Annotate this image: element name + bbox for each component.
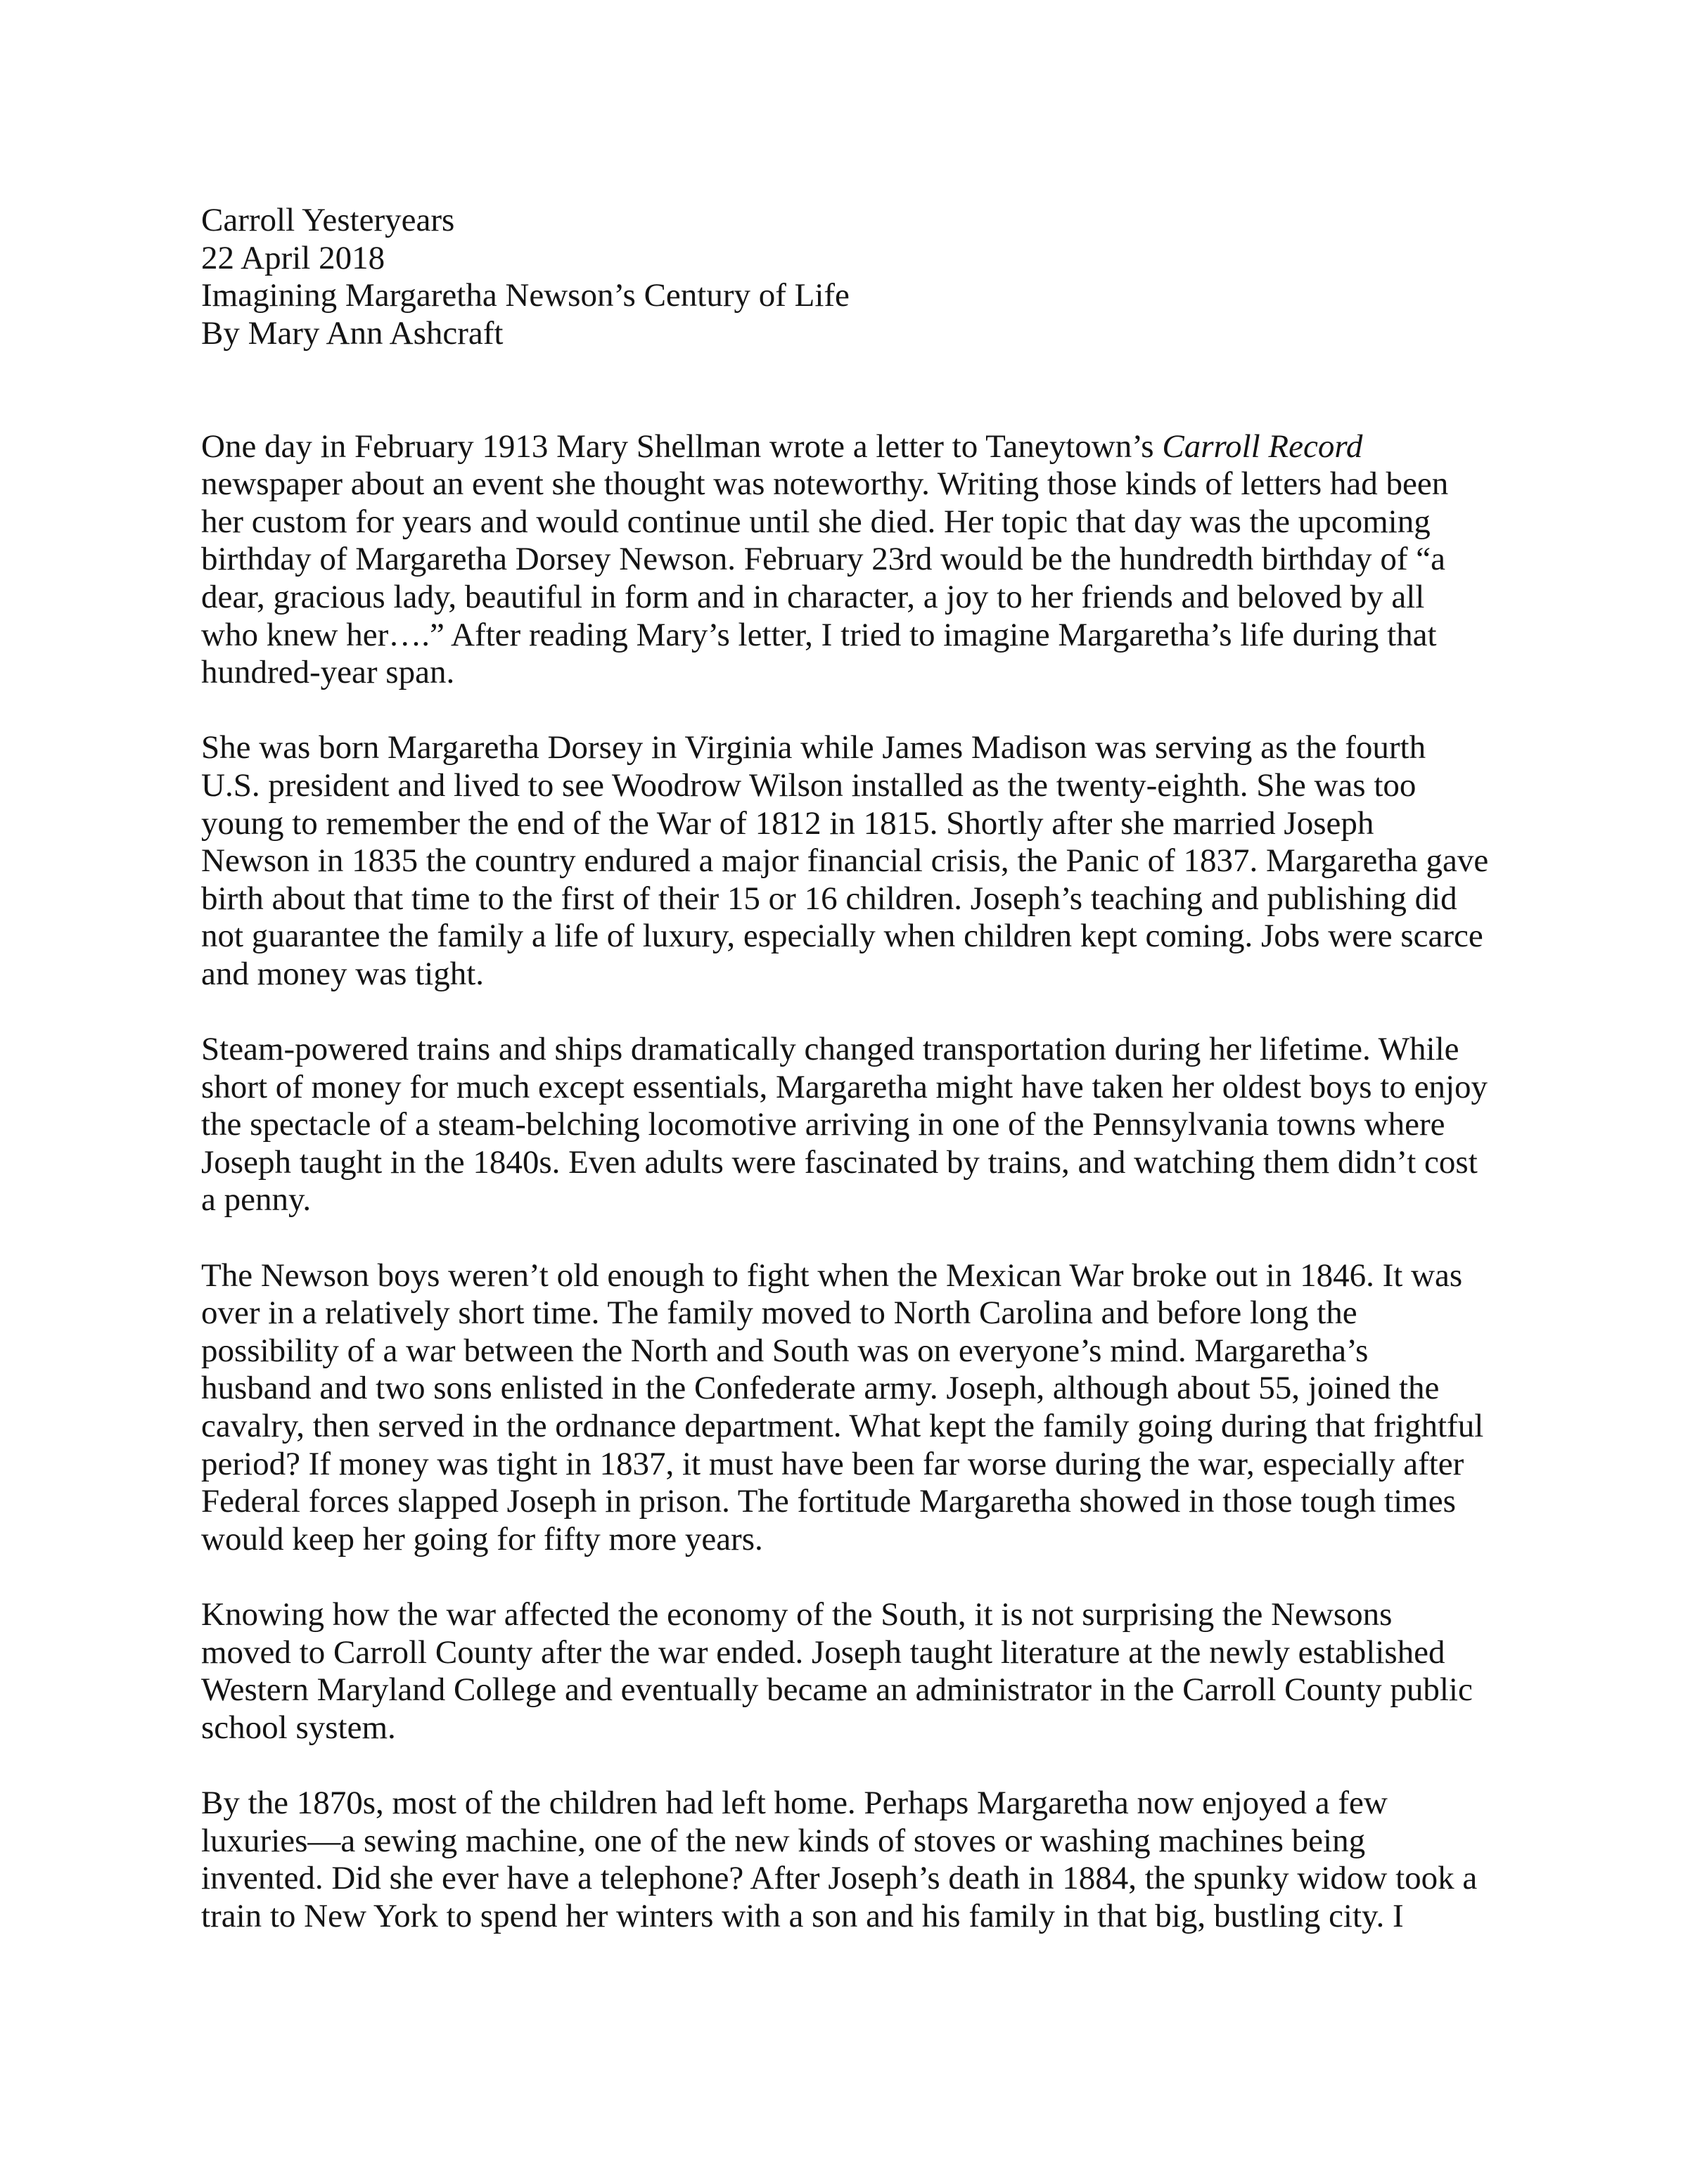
paragraph [201, 1785, 1488, 1935]
text-line: school system. [201, 1709, 396, 1746]
article-header [201, 202, 1488, 352]
text-line: young to remember the end of the War of 1812 in 1815. Shortly after she married Joseph [201, 804, 1374, 842]
text-line: who knew her….” After reading Mary’s letter, I tried to imagine Margaretha’s life during that [201, 616, 1437, 653]
text-line: and money was tight. [201, 955, 485, 992]
text-line: hundred-year span. [201, 654, 455, 691]
text-line: the spectacle of a steam-belching locomotive arriving in one of the Pennsylvania towns where [201, 1106, 1445, 1143]
article-body [201, 428, 1488, 1936]
paragraph [201, 428, 1488, 692]
text-line: She was born Margaretha Dorsey in Virginia while James Madison was serving as the fourth [201, 729, 1426, 766]
article-date: 22 April 2018 [201, 239, 385, 276]
text-line: Joseph taught in the 1840s. Even adults were fascinated by trains, and watching them didn’t cost [201, 1143, 1478, 1181]
text-line: birthday of Margaretha Dorsey Newson. February 23rd would be the hundredth birthday of “a [201, 541, 1445, 578]
text-line: Steam-powered trains and ships dramatically changed transportation during her lifetime. While [201, 1031, 1459, 1068]
text-line: Knowing how the war affected the economy of the South, it is not surprising the Newsons [201, 1595, 1393, 1633]
text-line: Newson in 1835 the country endured a major financial crisis, the Panic of 1837. Margaretha gave [201, 842, 1489, 880]
text-line: dear, gracious lady, beautiful in form and in character, a joy to her friends and beloved by all [201, 578, 1425, 615]
text-line: By the 1870s, most of the children had left home. Perhaps Margaretha now enjoyed a few [201, 1784, 1388, 1821]
text-line: U.S. president and lived to see Woodrow Wilson installed as the twenty-eighth. She was too [201, 766, 1417, 804]
text-line: luxuries—a sewing machine, one of the new kinds of stoves or washing machines being [201, 1822, 1366, 1859]
text-line: not guarantee the family a life of luxury, especially when children kept coming. Jobs were scarce [201, 918, 1483, 955]
text-line: a penny. [201, 1181, 312, 1219]
text-segment: One day in February 1913 Mary Shellman wrote a letter to Taneytown’s [201, 428, 1163, 465]
text-line: would keep her going for fifty more years. [201, 1520, 763, 1557]
text-line [201, 428, 1488, 466]
text-line: period? If money was tight in 1837, it must have been far worse during the war, especially after [201, 1445, 1464, 1482]
text-line: moved to Carroll County after the war ended. Joseph taught literature at the newly established [201, 1633, 1445, 1671]
article-title: Imagining Margaretha Newson’s Century of Life [201, 277, 850, 314]
text-line: newspaper about an event she thought was noteworthy. Writing those kinds of letters had been [201, 465, 1449, 503]
column-name: Carroll Yesteryears [201, 202, 455, 238]
text-line: husband and two sons enlisted in the Confederate army. Joseph, although about 55, joined the [201, 1370, 1440, 1407]
text-line: her custom for years and would continue until she died. Her topic that day was the upcoming [201, 503, 1431, 540]
newspaper-title-italic: Carroll Record [1162, 428, 1363, 465]
text-line: Western Maryland College and eventually became an administrator in the Carroll County public [201, 1671, 1473, 1709]
text-line: Federal forces slapped Joseph in prison. The fortitude Margaretha showed in those tough times [201, 1483, 1456, 1520]
text-line: train to New York to spend her winters with a son and his family in that big, bustling city. I [201, 1897, 1404, 1934]
paragraph [201, 1031, 1488, 1219]
article-byline: By Mary Ann Ashcraft [201, 314, 504, 352]
text-line: cavalry, then served in the ordnance department. What kept the family going during that frightful [201, 1408, 1484, 1444]
text-line: possibility of a war between the North and South was on everyone’s mind. Margaretha’s [201, 1332, 1369, 1369]
text-line: over in a relatively short time. The family moved to North Carolina and before long the [201, 1295, 1357, 1332]
text-line: invented. Did she ever have a telephone? After Joseph’s death in 1884, the spunky widow took a [201, 1860, 1478, 1897]
text-line: birth about that time to the first of their 15 or 16 children. Joseph’s teaching and publishing did [201, 880, 1457, 917]
text-line: short of money for much except essentials, Margaretha might have taken her oldest boys to enjoy [201, 1068, 1488, 1105]
paragraph [201, 729, 1488, 993]
document-page [201, 202, 1488, 1973]
text-line: The Newson boys weren’t old enough to fight when the Mexican War broke out in 1846. It was [201, 1257, 1463, 1294]
paragraph [201, 1257, 1488, 1559]
paragraph [201, 1596, 1488, 1747]
